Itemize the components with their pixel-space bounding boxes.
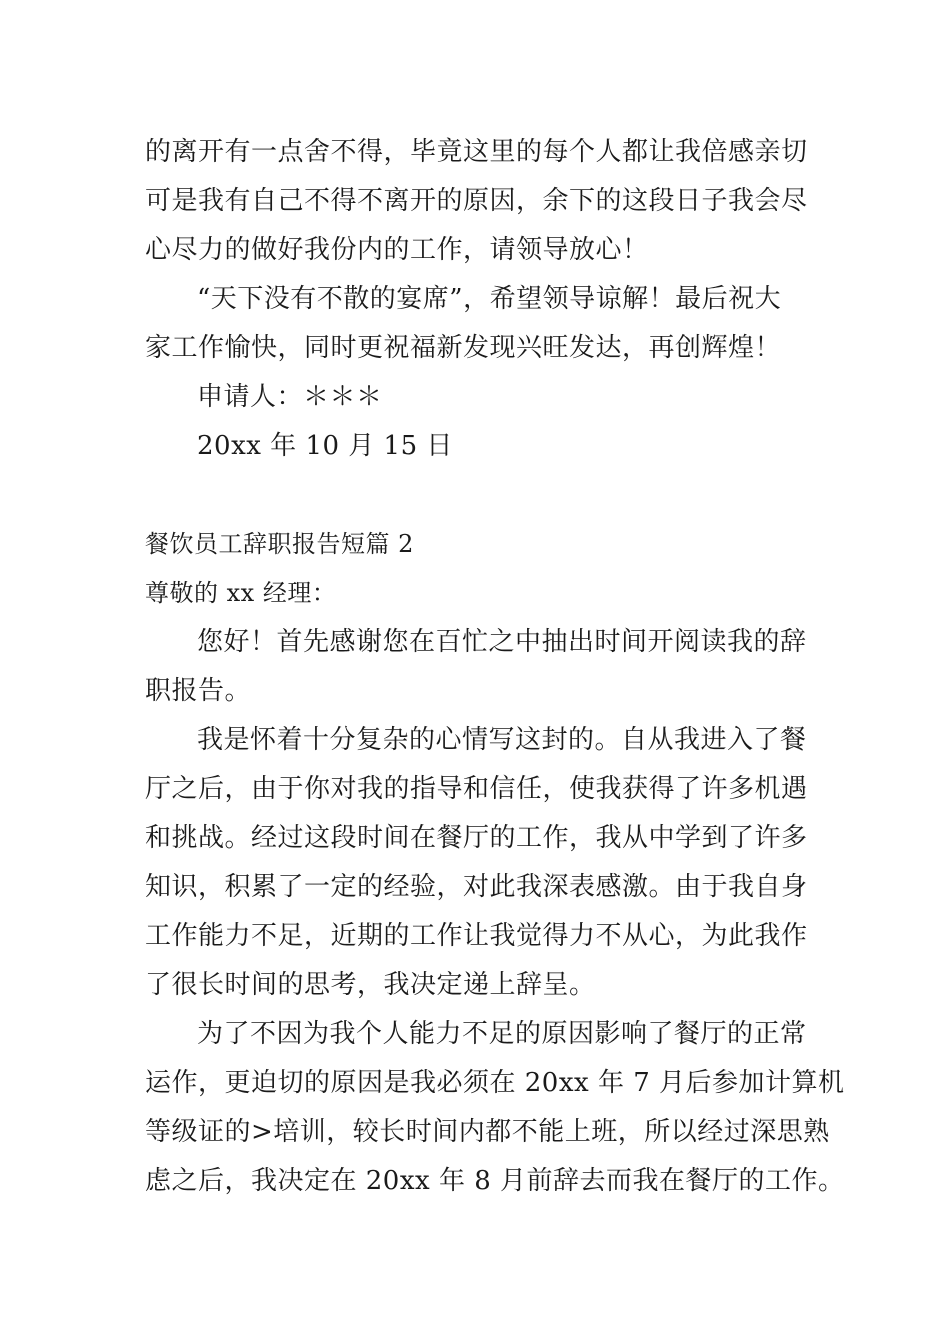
text-line: 运作，更迫切的原因是我必须在 20xx 年 7 月后参加计算机 [145,1068,845,1098]
text-line: 了很长时间的思考，我决定递上辞呈。 [145,970,596,1000]
text-line: 职报告。 [145,676,252,706]
section2-paragraph3 [145,1010,845,1206]
salutation: 尊敬的 xx 经理： [145,579,337,607]
text-line: 您好！首先感谢您在百忙之中抽出时间开阅读我的辞 [197,627,807,657]
text-line: 等级证的>培训，较长时间内都不能上班，所以经过深思熟 [145,1117,830,1147]
text-line: 厅之后，由于你对我的指导和信任，使我获得了许多机遇 [145,774,808,804]
section1-paragraph1 [145,128,825,275]
section-title: 餐饮员工辞职报告短篇 2 [145,530,414,558]
text-line: 虑之后，我决定在 20xx 年 8 月前辞去而我在餐厅的工作。 [145,1166,845,1196]
section2-paragraph1 [145,618,825,716]
text-line: “天下没有不散的宴席”，希望领导谅解！最后祝大 [197,284,782,314]
section1-paragraph2 [145,275,825,373]
letter-date: 20xx 年 10 月 15 日 [197,431,453,461]
text-line: 和挑战。经过这段时间在餐厅的工作，我从中学到了许多 [145,823,808,853]
text-line: 知识，积累了一定的经验，对此我深表感激。由于我自身 [145,872,808,902]
text-line: 心尽力的做好我份内的工作，请领导放心！ [145,235,649,265]
text-line: 工作能力不足，近期的工作让我觉得力不从心，为此我作 [145,921,808,951]
text-line: 可是我有自己不得不离开的原因，余下的这段日子我会尽 [145,186,808,216]
section2-paragraph2 [145,716,825,1010]
document-body [145,128,845,1206]
text-line: 家工作愉快，同时更祝福新发现兴旺发达，再创辉煌！ [145,333,782,363]
text-line: 我是怀着十分复杂的心情写这封的。自从我进入了餐 [197,725,807,755]
applicant-signature: 申请人：＊＊＊ [197,382,383,412]
text-line: 为了不因为我个人能力不足的原因影响了餐厅的正常 [197,1019,807,1049]
text-line: 的离开有一点舍不得，毕竟这里的每个人都让我倍感亲切 [145,137,808,167]
section2 [145,520,845,1206]
